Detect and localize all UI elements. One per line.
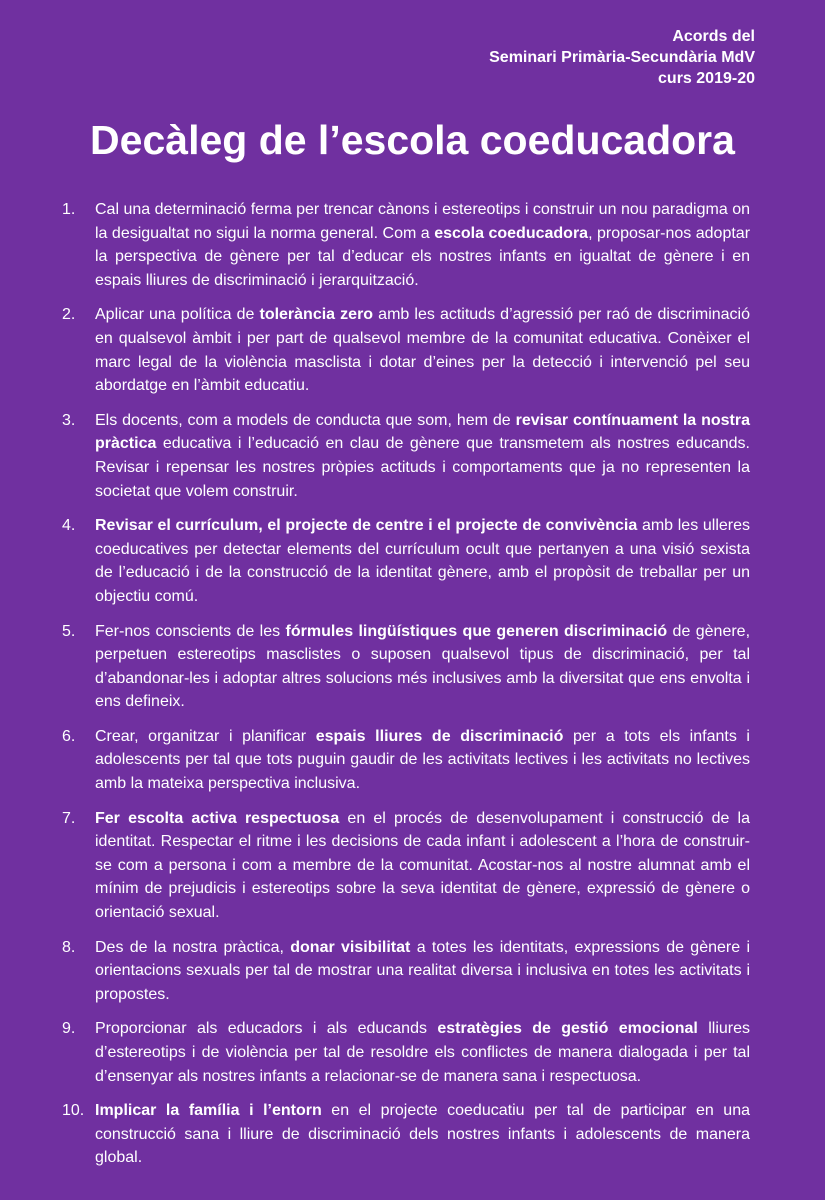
list-item	[60, 620, 750, 714]
item-text: amb les actituds d’agressió per raó de discriminació en qualsevol àmbit i per part de qualsevol membre de la comunitat educativa. Conèixer el marc legal de la violència masclista i dotar d’eines per la detecció i intervenció pel seu abordatge en l’àmbit educatiu.	[95, 306, 751, 395]
item-highlight: estratègies de gestió emocional	[437, 1020, 698, 1038]
item-text: de gènere, perpetuen estereotips masclistes o suposen qualsevol tipus de discriminació, per tal d’abandonar-les i adoptar altres solucions més inclusives amb la diversitat que ens envolta i ens defineix.	[95, 622, 751, 711]
item-number: 4.	[62, 517, 76, 535]
item-text: en el procés de desenvolupament i construcció de la identitat. Respectar el ritme i les decisions de cada infant i adolescent a l’hora de construir-se com a persona i com a membre de la comunitat. Acostar-nos al nostre alumnat amb el mínim de prejudicis i estereotips sobre la seva identitat de gènere, expressió de gènere o orientació sexual.	[95, 809, 750, 922]
item-highlight: donar visibilitat	[290, 938, 411, 956]
item-text: amb les ulleres coeducatives per detectar elements del currículum ocult que pertanyen a una visió sexista de l’educació i de la construcció de la identitat gènere, amb el propòsit de treballar per un objectiu comú.	[95, 517, 751, 605]
item-text: lliures d’estereotips i de violència per tal de resoldre els conflictes de manera dialogada i per tal d’ensenyar als nostres infants a relacionar-se de manera sana i respectuosa.	[95, 1020, 751, 1085]
list-item	[60, 1099, 750, 1170]
item-number: 7.	[62, 809, 76, 827]
item-text: Els docents, com a models de conducta que som, hem de	[95, 411, 516, 429]
item-text: en el projecte coeducatiu per tal de participar en una construcció sana i lliure de discriminació dels nostres infants i adolescents de manera global.	[95, 1102, 750, 1167]
list-item	[60, 807, 750, 925]
item-highlight: tolerància zero	[259, 306, 374, 324]
item-highlight: Implicar la família i l’entorn	[95, 1102, 322, 1120]
item-highlight: Revisar el currículum, el projecte de centre i el projecte de convivència	[95, 517, 638, 535]
list-item	[60, 198, 750, 292]
header-line-1: Acords del	[672, 28, 755, 45]
item-highlight: Fer escolta activa respectuosa	[95, 809, 340, 827]
header-line-3: curs 2019-20	[658, 70, 755, 87]
list-item	[60, 514, 750, 608]
item-text: Proporcionar als educadors i als educands	[95, 1020, 438, 1038]
item-number: 6.	[62, 727, 76, 745]
item-highlight: espais lliures de discriminació	[315, 727, 564, 745]
item-highlight: revisar contínuament la nostra pràctica	[95, 411, 750, 453]
item-text: Crear, organitzar i planificar	[95, 727, 316, 745]
item-number: 1.	[62, 201, 76, 218]
item-text: per a tots els infants i adolescents per tal que tots puguin gaudir de les activitats lectives i les activitats no lectives amb la mateixa perspectiva inclusiva.	[95, 727, 750, 793]
item-number: 8.	[62, 938, 76, 956]
list-item	[60, 303, 750, 397]
list-item	[60, 409, 750, 503]
item-text: , proposar-nos adoptar la perspectiva de gènere per tal d’educar els nostres infants en igualtat de gènere i en espais lliures de discriminació i jerarquització.	[95, 224, 751, 289]
item-number: 3.	[62, 411, 76, 429]
item-highlight: fórmules lingüístiques que generen discriminació	[285, 622, 668, 640]
item-text: Aplicar una política de	[95, 306, 260, 324]
list-item	[60, 1017, 750, 1088]
item-highlight: escola coeducadora	[434, 224, 589, 242]
item-text: educativa i l’educació en clau de gènere que transmetem als nostres educands. Revisar i repensar les nostres pròpies actituds i comportaments que ja no representen la societat que volem construir.	[95, 435, 750, 500]
list-item	[60, 725, 750, 796]
item-text: Des de la nostra pràctica,	[95, 938, 291, 956]
item-number: 2.	[62, 306, 76, 324]
item-text: Cal una determinació ferma per trencar cànons i estereotips i construir un nou paradigma on la desigualtat no sigui la norma general. Com a	[95, 201, 750, 242]
item-text: Fer-nos conscients de les	[95, 622, 286, 640]
item-number: 10.	[62, 1102, 85, 1120]
header-line-2: Seminari Primària-Secundària MdV	[489, 49, 755, 66]
item-text: a totes les identitats, expressions de gènere i orientacions sexuals per tal de mostrar una realitat diversa i inclusiva en totes les activitats i propostes.	[95, 938, 750, 1003]
item-number: 5.	[62, 622, 76, 640]
page-title: Decàleg de l’escola coeducadora	[90, 117, 735, 163]
list-item	[60, 936, 750, 1007]
header-block	[489, 26, 755, 89]
item-number: 9.	[62, 1020, 76, 1038]
decalogue-list	[60, 198, 750, 1181]
